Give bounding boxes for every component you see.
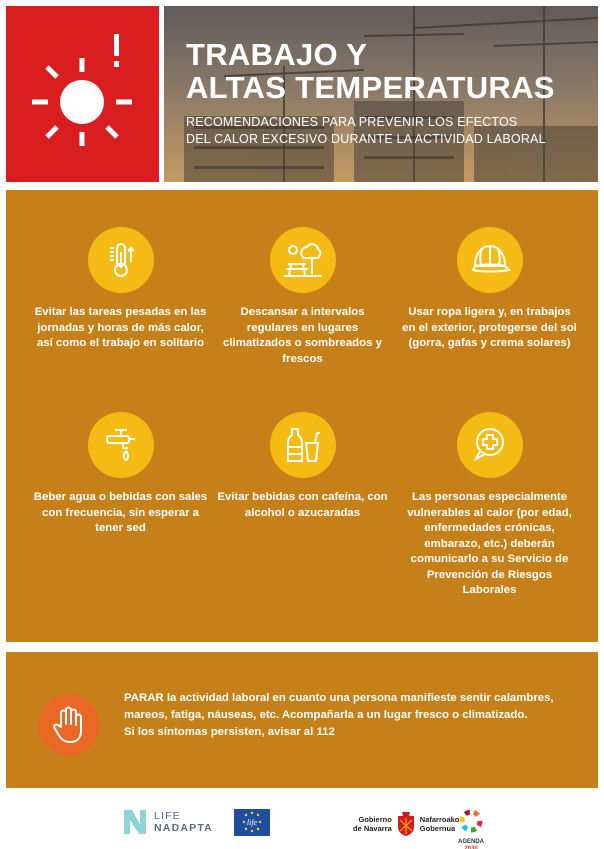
shade-rest-icon — [270, 227, 336, 293]
recommendation-card-4 — [33, 412, 208, 537]
eu-life-logo — [234, 809, 270, 836]
stop-line-3: Si los síntomas persisten, avisar al 112 — [124, 726, 335, 738]
gov-line-1: Gobierno — [358, 815, 392, 824]
recommendation-text: Evitar bebidas con cafeína, con alcohol o azucaradas — [217, 491, 388, 519]
header — [6, 6, 598, 182]
subtitle-line-1: RECOMENDACIONES PARA PREVENIR LOS EFECTOS — [186, 115, 518, 129]
title-line-1: TRABAJO Y — [186, 37, 368, 72]
drinks-icon — [270, 412, 336, 478]
medical-chat-icon — [457, 412, 523, 478]
stop-line-2: mareos, fatiga, náuseas, etc. Acompañarla a un lugar fresco o climatizado. — [124, 709, 528, 721]
recommendation-text: Descansar a intervalos regulares en lugares climatizados o sombreados y frescos — [223, 306, 382, 365]
sdg-wheel-icon — [458, 808, 484, 834]
recommendation-text: Beber agua o bebidas con sales con frecuencia, sin esperar a tener sed — [33, 491, 208, 534]
gov-line-2: de Navarra — [353, 824, 392, 833]
subtitle-line-2: DEL CALOR EXCESIVO DURANTE LA ACTIVIDAD LABORAL — [186, 132, 546, 146]
recommendations-panel — [6, 190, 598, 642]
cap-icon — [457, 227, 523, 293]
gobierno-navarra-logo — [353, 811, 459, 837]
recommendation-card-2 — [215, 227, 390, 367]
recommendation-text: Usar ropa ligera y, en trabajos en el exterior, protegerse del sol (gorra, gafas y crema solares) — [402, 306, 577, 349]
recommendation-card-6 — [402, 412, 577, 599]
stop-line-1: PARAR la actividad laboral en cuanto una persona manifieste sentir calambres, — [124, 692, 554, 704]
page-subtitle — [186, 114, 546, 148]
life-nadapta-logo — [122, 808, 213, 836]
stop-instructions — [124, 690, 584, 741]
sun-icon — [6, 6, 159, 182]
footer-logos — [0, 800, 604, 849]
thermometer-icon — [88, 227, 154, 293]
agenda-2030-logo — [458, 808, 484, 849]
recommendation-text: Evitar las tareas pesadas en las jornadas y horas de más calor, así como el trabajo en solitario — [34, 306, 207, 349]
eu-life-label: life — [246, 818, 258, 827]
recommendation-text: Las personas especialmente vulnerables al calor (por edad, enfermedades crónicas, embarazo, etc.) deberán comunicarlo a su Servicio de Prevención de Riesgos Laborales — [407, 491, 572, 596]
nadapta-label: NADAPTA — [154, 822, 213, 834]
recommendation-card-1 — [33, 227, 208, 352]
construction-site-photo — [164, 6, 598, 182]
stop-warning-panel — [6, 652, 598, 788]
title-line-2: ALTAS TEMPERATURAS — [186, 70, 555, 105]
sun-warning-logo — [6, 6, 159, 182]
page-title — [186, 38, 555, 104]
recommendation-card-3 — [402, 227, 577, 352]
agenda-year: 2030 — [464, 846, 478, 849]
agenda-label: AGENDA — [458, 839, 485, 845]
gov-line-4: Gobernua — [419, 824, 456, 833]
recommendation-card-5 — [215, 412, 390, 521]
nadapta-n-icon — [122, 808, 148, 836]
gov-line-3: Nafarroako — [419, 815, 460, 824]
water-tap-icon — [88, 412, 154, 478]
life-label: LIFE — [154, 810, 181, 822]
navarra-shield-icon — [395, 811, 417, 837]
hand-stop-icon — [38, 694, 100, 756]
